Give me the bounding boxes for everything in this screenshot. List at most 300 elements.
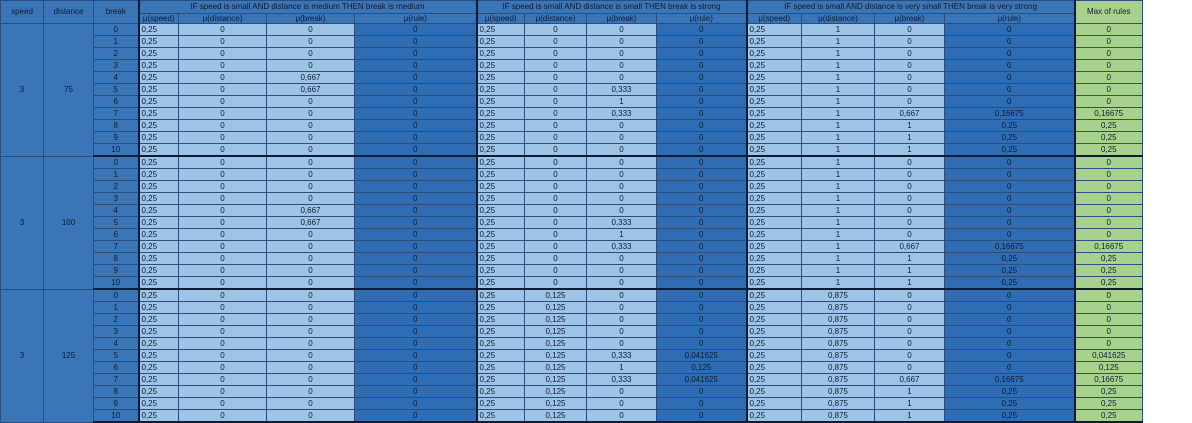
mu-distance-cell[interactable]: 0,125 <box>525 289 587 302</box>
mu-rule-cell[interactable]: 0 <box>657 289 747 302</box>
mu-distance-cell[interactable]: 0 <box>179 144 267 157</box>
mu-rule-cell[interactable]: 0 <box>945 169 1075 181</box>
mu-break-cell[interactable]: 0 <box>587 144 657 157</box>
mu-distance-cell[interactable]: 1 <box>802 156 875 169</box>
mu-speed-cell[interactable]: 0,25 <box>139 48 179 60</box>
mu-distance-cell[interactable]: 1 <box>802 229 875 241</box>
mu-rule-cell[interactable]: 0 <box>355 398 477 410</box>
mu-distance-cell[interactable]: 1 <box>802 132 875 144</box>
mu-speed-cell[interactable]: 0,25 <box>139 362 179 374</box>
mu-speed-cell[interactable]: 0,25 <box>139 302 179 314</box>
max-of-rules-cell[interactable]: 0 <box>1075 156 1143 169</box>
mu-rule-cell[interactable]: 0 <box>657 241 747 253</box>
break-cell[interactable]: 9 <box>94 398 139 410</box>
mu-speed-cell[interactable]: 0,25 <box>139 96 179 108</box>
mu-rule-cell[interactable]: 0 <box>355 338 477 350</box>
mu-break-cell[interactable]: 0,667 <box>875 374 945 386</box>
mu-distance-cell[interactable]: 0 <box>179 96 267 108</box>
break-cell[interactable]: 0 <box>94 156 139 169</box>
mu-distance-cell[interactable]: 0 <box>179 48 267 60</box>
mu-distance-cell[interactable]: 1 <box>802 193 875 205</box>
max-of-rules-cell[interactable]: 0 <box>1075 314 1143 326</box>
mu-speed-cell[interactable]: 0,25 <box>477 241 525 253</box>
max-of-rules-cell[interactable]: 0,25 <box>1075 386 1143 398</box>
mu-speed-cell[interactable]: 0,25 <box>477 84 525 96</box>
mu-break-cell[interactable]: 0 <box>267 314 355 326</box>
mu-distance-cell[interactable]: 0 <box>525 60 587 72</box>
mu-speed-cell[interactable]: 0,25 <box>477 229 525 241</box>
max-of-rules-cell[interactable]: 0 <box>1075 289 1143 302</box>
mu-break-cell[interactable]: 0 <box>267 241 355 253</box>
max-of-rules-cell[interactable]: 0 <box>1075 48 1143 60</box>
mu-distance-cell[interactable]: 1 <box>802 169 875 181</box>
mu-rule-cell[interactable]: 0 <box>657 144 747 157</box>
mu-distance-cell[interactable]: 0 <box>179 84 267 96</box>
mu-distance-cell[interactable]: 0 <box>179 24 267 36</box>
mu-distance-cell[interactable]: 0 <box>525 84 587 96</box>
mu-rule-cell[interactable]: 0,25 <box>945 398 1075 410</box>
mu-speed-cell[interactable]: 0,25 <box>747 36 802 48</box>
mu-speed-cell[interactable]: 0,25 <box>747 181 802 193</box>
break-cell[interactable]: 5 <box>94 84 139 96</box>
mu-rule-cell[interactable]: 0 <box>657 229 747 241</box>
mu-break-cell[interactable]: 0,333 <box>587 241 657 253</box>
mu-break-cell[interactable]: 0 <box>875 362 945 374</box>
mu-rule-cell[interactable]: 0 <box>657 326 747 338</box>
max-of-rules-cell[interactable]: 0,041625 <box>1075 350 1143 362</box>
mu-speed-cell[interactable]: 0,25 <box>747 156 802 169</box>
mu-speed-cell[interactable]: 0,25 <box>477 36 525 48</box>
mu-break-cell[interactable]: 0 <box>587 72 657 84</box>
mu-rule-cell[interactable]: 0 <box>657 96 747 108</box>
break-cell[interactable]: 10 <box>94 277 139 290</box>
mu-distance-cell[interactable]: 0 <box>525 36 587 48</box>
mu-speed-cell[interactable]: 0,25 <box>477 277 525 290</box>
max-of-rules-cell[interactable]: 0,125 <box>1075 362 1143 374</box>
mu-distance-cell[interactable]: 0 <box>179 289 267 302</box>
mu-rule-cell[interactable]: 0,25 <box>945 132 1075 144</box>
header-mu-break[interactable]: μ(break) <box>587 14 657 24</box>
mu-speed-cell[interactable]: 0,25 <box>477 132 525 144</box>
mu-distance-cell[interactable]: 0 <box>179 193 267 205</box>
mu-distance-cell[interactable]: 0,875 <box>802 374 875 386</box>
mu-break-cell[interactable]: 0 <box>267 289 355 302</box>
break-cell[interactable]: 3 <box>94 193 139 205</box>
mu-distance-cell[interactable]: 1 <box>802 277 875 290</box>
mu-speed-cell[interactable]: 0,25 <box>139 217 179 229</box>
mu-rule-cell[interactable]: 0 <box>945 217 1075 229</box>
mu-distance-cell[interactable]: 0 <box>525 193 587 205</box>
mu-break-cell[interactable]: 0 <box>267 338 355 350</box>
mu-break-cell[interactable]: 0 <box>267 374 355 386</box>
mu-distance-cell[interactable]: 0,875 <box>802 362 875 374</box>
mu-speed-cell[interactable]: 0,25 <box>139 374 179 386</box>
mu-rule-cell[interactable]: 0,25 <box>945 253 1075 265</box>
mu-distance-cell[interactable]: 0,125 <box>525 338 587 350</box>
mu-break-cell[interactable]: 0 <box>267 169 355 181</box>
break-cell[interactable]: 4 <box>94 72 139 84</box>
mu-rule-cell[interactable]: 0 <box>355 362 477 374</box>
mu-distance-cell[interactable]: 0,125 <box>525 326 587 338</box>
max-of-rules-cell[interactable]: 0 <box>1075 338 1143 350</box>
mu-speed-cell[interactable]: 0,25 <box>477 72 525 84</box>
mu-rule-cell[interactable]: 0 <box>355 326 477 338</box>
mu-distance-cell[interactable]: 0 <box>525 241 587 253</box>
mu-speed-cell[interactable]: 0,25 <box>139 253 179 265</box>
header-mu-speed[interactable]: μ(speed) <box>747 14 802 24</box>
mu-rule-cell[interactable]: 0 <box>657 193 747 205</box>
mu-break-cell[interactable]: 0 <box>587 169 657 181</box>
mu-speed-cell[interactable]: 0,25 <box>747 96 802 108</box>
mu-break-cell[interactable]: 0 <box>267 36 355 48</box>
mu-rule-cell[interactable]: 0 <box>355 265 477 277</box>
mu-rule-cell[interactable]: 0 <box>657 60 747 72</box>
mu-distance-cell[interactable]: 0 <box>179 132 267 144</box>
mu-speed-cell[interactable]: 0,25 <box>477 253 525 265</box>
mu-break-cell[interactable]: 0 <box>875 217 945 229</box>
mu-distance-cell[interactable]: 0 <box>179 72 267 84</box>
mu-distance-cell[interactable]: 0,875 <box>802 326 875 338</box>
mu-speed-cell[interactable]: 0,25 <box>747 374 802 386</box>
mu-rule-cell[interactable]: 0 <box>355 60 477 72</box>
mu-distance-cell[interactable]: 0 <box>179 338 267 350</box>
mu-speed-cell[interactable]: 0,25 <box>139 156 179 169</box>
mu-speed-cell[interactable]: 0,25 <box>747 217 802 229</box>
mu-rule-cell[interactable]: 0,25 <box>945 144 1075 157</box>
max-of-rules-cell[interactable]: 0,25 <box>1075 277 1143 290</box>
mu-distance-cell[interactable]: 1 <box>802 265 875 277</box>
mu-distance-cell[interactable]: 0 <box>179 36 267 48</box>
mu-rule-cell[interactable]: 0 <box>657 265 747 277</box>
mu-rule-cell[interactable]: 0 <box>945 48 1075 60</box>
break-cell[interactable]: 2 <box>94 314 139 326</box>
max-of-rules-cell[interactable]: 0,16675 <box>1075 374 1143 386</box>
mu-speed-cell[interactable]: 0,25 <box>139 181 179 193</box>
mu-speed-cell[interactable]: 0,25 <box>139 289 179 302</box>
mu-break-cell[interactable]: 0 <box>875 193 945 205</box>
mu-rule-cell[interactable]: 0 <box>945 181 1075 193</box>
mu-break-cell[interactable]: 0,333 <box>587 350 657 362</box>
mu-rule-cell[interactable]: 0 <box>355 374 477 386</box>
mu-break-cell[interactable]: 0 <box>587 338 657 350</box>
mu-rule-cell[interactable]: 0 <box>945 156 1075 169</box>
break-cell[interactable]: 10 <box>94 144 139 157</box>
mu-distance-cell[interactable]: 0,875 <box>802 338 875 350</box>
mu-rule-cell[interactable]: 0,125 <box>657 362 747 374</box>
mu-break-cell[interactable]: 0 <box>267 193 355 205</box>
mu-distance-cell[interactable]: 0 <box>179 410 267 423</box>
header-mu-speed[interactable]: μ(speed) <box>139 14 179 24</box>
mu-speed-cell[interactable]: 0,25 <box>747 60 802 72</box>
mu-speed-cell[interactable]: 0,25 <box>477 314 525 326</box>
mu-break-cell[interactable]: 0 <box>587 193 657 205</box>
max-of-rules-cell[interactable]: 0,16675 <box>1075 241 1143 253</box>
mu-break-cell[interactable]: 0 <box>875 169 945 181</box>
mu-distance-cell[interactable]: 0 <box>525 217 587 229</box>
mu-rule-cell[interactable]: 0,25 <box>945 386 1075 398</box>
mu-distance-cell[interactable]: 0 <box>179 253 267 265</box>
mu-speed-cell[interactable]: 0,25 <box>747 241 802 253</box>
mu-speed-cell[interactable]: 0,25 <box>477 108 525 120</box>
mu-speed-cell[interactable]: 0,25 <box>139 326 179 338</box>
mu-rule-cell[interactable]: 0 <box>657 156 747 169</box>
mu-break-cell[interactable]: 0 <box>587 48 657 60</box>
mu-rule-cell[interactable]: 0 <box>355 241 477 253</box>
max-of-rules-cell[interactable]: 0,25 <box>1075 398 1143 410</box>
mu-distance-cell[interactable]: 0 <box>525 108 587 120</box>
mu-speed-cell[interactable]: 0,25 <box>747 398 802 410</box>
mu-break-cell[interactable]: 0 <box>587 156 657 169</box>
mu-break-cell[interactable]: 0 <box>875 350 945 362</box>
mu-speed-cell[interactable]: 0,25 <box>747 350 802 362</box>
mu-speed-cell[interactable]: 0,25 <box>747 289 802 302</box>
break-cell[interactable]: 4 <box>94 338 139 350</box>
mu-break-cell[interactable]: 1 <box>875 386 945 398</box>
mu-break-cell[interactable]: 0 <box>267 96 355 108</box>
mu-speed-cell[interactable]: 0,25 <box>747 362 802 374</box>
mu-speed-cell[interactable]: 0,25 <box>477 338 525 350</box>
mu-break-cell[interactable]: 0 <box>875 338 945 350</box>
break-cell[interactable]: 3 <box>94 326 139 338</box>
mu-distance-cell[interactable]: 0,875 <box>802 289 875 302</box>
mu-speed-cell[interactable]: 0,25 <box>747 132 802 144</box>
mu-rule-cell[interactable]: 0,041625 <box>657 374 747 386</box>
mu-rule-cell[interactable]: 0 <box>355 84 477 96</box>
mu-distance-cell[interactable]: 0 <box>179 398 267 410</box>
header-max-of-rules[interactable]: Max of rules <box>1075 1 1143 24</box>
header-distance[interactable]: distance <box>44 1 94 24</box>
mu-rule-cell[interactable]: 0 <box>355 302 477 314</box>
mu-speed-cell[interactable]: 0,25 <box>139 314 179 326</box>
mu-rule-cell[interactable]: 0 <box>355 229 477 241</box>
mu-break-cell[interactable]: 0 <box>587 302 657 314</box>
mu-rule-cell[interactable]: 0 <box>945 24 1075 36</box>
mu-break-cell[interactable]: 0,333 <box>587 108 657 120</box>
break-cell[interactable]: 8 <box>94 120 139 132</box>
mu-break-cell[interactable]: 0,667 <box>267 72 355 84</box>
distance-cell[interactable]: 125 <box>44 289 94 422</box>
max-of-rules-cell[interactable]: 0 <box>1075 72 1143 84</box>
mu-speed-cell[interactable]: 0,25 <box>477 326 525 338</box>
mu-distance-cell[interactable]: 0 <box>179 302 267 314</box>
mu-speed-cell[interactable]: 0,25 <box>139 410 179 423</box>
max-of-rules-cell[interactable]: 0 <box>1075 302 1143 314</box>
break-cell[interactable]: 5 <box>94 217 139 229</box>
mu-rule-cell[interactable]: 0 <box>355 277 477 290</box>
mu-break-cell[interactable]: 0 <box>875 314 945 326</box>
max-of-rules-cell[interactable]: 0 <box>1075 36 1143 48</box>
mu-distance-cell[interactable]: 0,875 <box>802 314 875 326</box>
distance-cell[interactable]: 100 <box>44 156 94 289</box>
mu-speed-cell[interactable]: 0,25 <box>139 386 179 398</box>
mu-distance-cell[interactable]: 0 <box>179 374 267 386</box>
mu-rule-cell[interactable]: 0 <box>945 314 1075 326</box>
mu-speed-cell[interactable]: 0,25 <box>139 36 179 48</box>
mu-speed-cell[interactable]: 0,25 <box>477 398 525 410</box>
mu-rule-cell[interactable]: 0 <box>945 289 1075 302</box>
mu-rule-cell[interactable]: 0,16675 <box>945 374 1075 386</box>
break-cell[interactable]: 6 <box>94 362 139 374</box>
mu-distance-cell[interactable]: 1 <box>802 48 875 60</box>
mu-break-cell[interactable]: 0 <box>875 205 945 217</box>
header-rule-3[interactable]: IF speed is small AND distance is very small THEN break is very strong <box>747 1 1075 14</box>
mu-speed-cell[interactable]: 0,25 <box>747 302 802 314</box>
mu-speed-cell[interactable]: 0,25 <box>747 314 802 326</box>
mu-speed-cell[interactable]: 0,25 <box>747 277 802 290</box>
mu-rule-cell[interactable]: 0 <box>657 181 747 193</box>
mu-distance-cell[interactable]: 0 <box>525 253 587 265</box>
mu-break-cell[interactable]: 0 <box>875 72 945 84</box>
header-mu-distance[interactable]: μ(distance) <box>802 14 875 24</box>
mu-break-cell[interactable]: 0 <box>875 60 945 72</box>
mu-break-cell[interactable]: 1 <box>875 120 945 132</box>
mu-distance-cell[interactable]: 1 <box>802 24 875 36</box>
mu-speed-cell[interactable]: 0,25 <box>139 108 179 120</box>
mu-break-cell[interactable]: 0 <box>875 84 945 96</box>
mu-distance-cell[interactable]: 0 <box>179 326 267 338</box>
mu-distance-cell[interactable]: 0,125 <box>525 410 587 423</box>
break-cell[interactable]: 2 <box>94 48 139 60</box>
mu-break-cell[interactable]: 0 <box>587 289 657 302</box>
mu-break-cell[interactable]: 0 <box>587 265 657 277</box>
mu-speed-cell[interactable]: 0,25 <box>139 241 179 253</box>
mu-rule-cell[interactable]: 0 <box>945 193 1075 205</box>
mu-distance-cell[interactable]: 0 <box>525 24 587 36</box>
mu-break-cell[interactable]: 0 <box>587 326 657 338</box>
mu-rule-cell[interactable]: 0 <box>657 205 747 217</box>
mu-rule-cell[interactable]: 0 <box>355 410 477 423</box>
mu-speed-cell[interactable]: 0,25 <box>139 120 179 132</box>
speed-cell[interactable]: 3 <box>1 24 44 157</box>
mu-speed-cell[interactable]: 0,25 <box>477 217 525 229</box>
mu-break-cell[interactable]: 0 <box>587 181 657 193</box>
mu-break-cell[interactable]: 0 <box>587 24 657 36</box>
mu-break-cell[interactable]: 0 <box>267 132 355 144</box>
mu-break-cell[interactable]: 0 <box>875 24 945 36</box>
mu-speed-cell[interactable]: 0,25 <box>139 72 179 84</box>
mu-speed-cell[interactable]: 0,25 <box>747 169 802 181</box>
break-cell[interactable]: 9 <box>94 265 139 277</box>
mu-break-cell[interactable]: 0 <box>267 108 355 120</box>
mu-speed-cell[interactable]: 0,25 <box>477 386 525 398</box>
mu-rule-cell[interactable]: 0,041625 <box>657 350 747 362</box>
mu-rule-cell[interactable]: 0 <box>945 36 1075 48</box>
mu-rule-cell[interactable]: 0,25 <box>945 120 1075 132</box>
mu-break-cell[interactable]: 0 <box>875 229 945 241</box>
mu-break-cell[interactable]: 0 <box>267 120 355 132</box>
mu-break-cell[interactable]: 0 <box>267 181 355 193</box>
mu-break-cell[interactable]: 0 <box>587 132 657 144</box>
mu-distance-cell[interactable]: 1 <box>802 120 875 132</box>
mu-rule-cell[interactable]: 0,25 <box>945 410 1075 423</box>
mu-speed-cell[interactable]: 0,25 <box>139 24 179 36</box>
max-of-rules-cell[interactable]: 0 <box>1075 326 1143 338</box>
mu-speed-cell[interactable]: 0,25 <box>477 169 525 181</box>
mu-speed-cell[interactable]: 0,25 <box>747 84 802 96</box>
mu-distance-cell[interactable]: 0,125 <box>525 362 587 374</box>
mu-distance-cell[interactable]: 0 <box>179 362 267 374</box>
mu-distance-cell[interactable]: 0 <box>525 156 587 169</box>
mu-distance-cell[interactable]: 1 <box>802 205 875 217</box>
mu-rule-cell[interactable]: 0 <box>657 36 747 48</box>
mu-rule-cell[interactable]: 0 <box>355 253 477 265</box>
speed-cell[interactable]: 3 <box>1 289 44 422</box>
mu-speed-cell[interactable]: 0,25 <box>139 277 179 290</box>
mu-break-cell[interactable]: 0 <box>267 265 355 277</box>
max-of-rules-cell[interactable]: 0,16675 <box>1075 108 1143 120</box>
mu-break-cell[interactable]: 0 <box>267 362 355 374</box>
mu-rule-cell[interactable]: 0 <box>657 314 747 326</box>
mu-rule-cell[interactable]: 0 <box>657 398 747 410</box>
max-of-rules-cell[interactable]: 0 <box>1075 181 1143 193</box>
mu-rule-cell[interactable]: 0 <box>355 36 477 48</box>
distance-cell[interactable]: 75 <box>44 24 94 157</box>
mu-rule-cell[interactable]: 0,16675 <box>945 241 1075 253</box>
mu-rule-cell[interactable]: 0 <box>355 217 477 229</box>
header-mu-break[interactable]: μ(break) <box>267 14 355 24</box>
mu-speed-cell[interactable]: 0,25 <box>747 326 802 338</box>
mu-break-cell[interactable]: 0 <box>587 410 657 423</box>
mu-distance-cell[interactable]: 0,125 <box>525 386 587 398</box>
max-of-rules-cell[interactable]: 0 <box>1075 217 1143 229</box>
mu-distance-cell[interactable]: 0 <box>525 132 587 144</box>
mu-rule-cell[interactable]: 0 <box>657 302 747 314</box>
mu-speed-cell[interactable]: 0,25 <box>477 181 525 193</box>
mu-rule-cell[interactable]: 0 <box>355 386 477 398</box>
mu-break-cell[interactable]: 0 <box>875 326 945 338</box>
mu-break-cell[interactable]: 0 <box>587 398 657 410</box>
mu-break-cell[interactable]: 0 <box>267 410 355 423</box>
mu-speed-cell[interactable]: 0,25 <box>747 144 802 157</box>
mu-rule-cell[interactable]: 0 <box>945 350 1075 362</box>
header-break[interactable]: break <box>94 1 139 24</box>
mu-distance-cell[interactable]: 0,125 <box>525 398 587 410</box>
mu-speed-cell[interactable]: 0,25 <box>477 120 525 132</box>
mu-speed-cell[interactable]: 0,25 <box>139 84 179 96</box>
mu-distance-cell[interactable]: 0 <box>525 277 587 290</box>
max-of-rules-cell[interactable]: 0 <box>1075 96 1143 108</box>
max-of-rules-cell[interactable]: 0,25 <box>1075 144 1143 157</box>
break-cell[interactable]: 1 <box>94 36 139 48</box>
break-cell[interactable]: 6 <box>94 96 139 108</box>
mu-rule-cell[interactable]: 0 <box>355 289 477 302</box>
mu-rule-cell[interactable]: 0 <box>657 338 747 350</box>
mu-speed-cell[interactable]: 0,25 <box>139 265 179 277</box>
mu-rule-cell[interactable]: 0 <box>657 120 747 132</box>
mu-distance-cell[interactable]: 0 <box>179 60 267 72</box>
mu-rule-cell[interactable]: 0 <box>657 277 747 290</box>
mu-break-cell[interactable]: 0 <box>587 205 657 217</box>
mu-speed-cell[interactable]: 0,25 <box>477 193 525 205</box>
header-speed[interactable]: speed <box>1 1 44 24</box>
mu-break-cell[interactable]: 0 <box>875 36 945 48</box>
mu-rule-cell[interactable]: 0 <box>355 181 477 193</box>
mu-distance-cell[interactable]: 0,875 <box>802 386 875 398</box>
mu-speed-cell[interactable]: 0,25 <box>477 144 525 157</box>
mu-rule-cell[interactable]: 0 <box>355 48 477 60</box>
mu-rule-cell[interactable]: 0 <box>355 350 477 362</box>
mu-distance-cell[interactable]: 1 <box>802 36 875 48</box>
mu-break-cell[interactable]: 0 <box>267 350 355 362</box>
mu-distance-cell[interactable]: 0 <box>179 265 267 277</box>
header-mu-distance[interactable]: μ(distance) <box>179 14 267 24</box>
mu-speed-cell[interactable]: 0,25 <box>139 338 179 350</box>
mu-break-cell[interactable]: 0 <box>587 314 657 326</box>
max-of-rules-cell[interactable]: 0 <box>1075 24 1143 36</box>
mu-speed-cell[interactable]: 0,25 <box>477 48 525 60</box>
break-cell[interactable]: 6 <box>94 229 139 241</box>
mu-rule-cell[interactable]: 0 <box>657 84 747 96</box>
